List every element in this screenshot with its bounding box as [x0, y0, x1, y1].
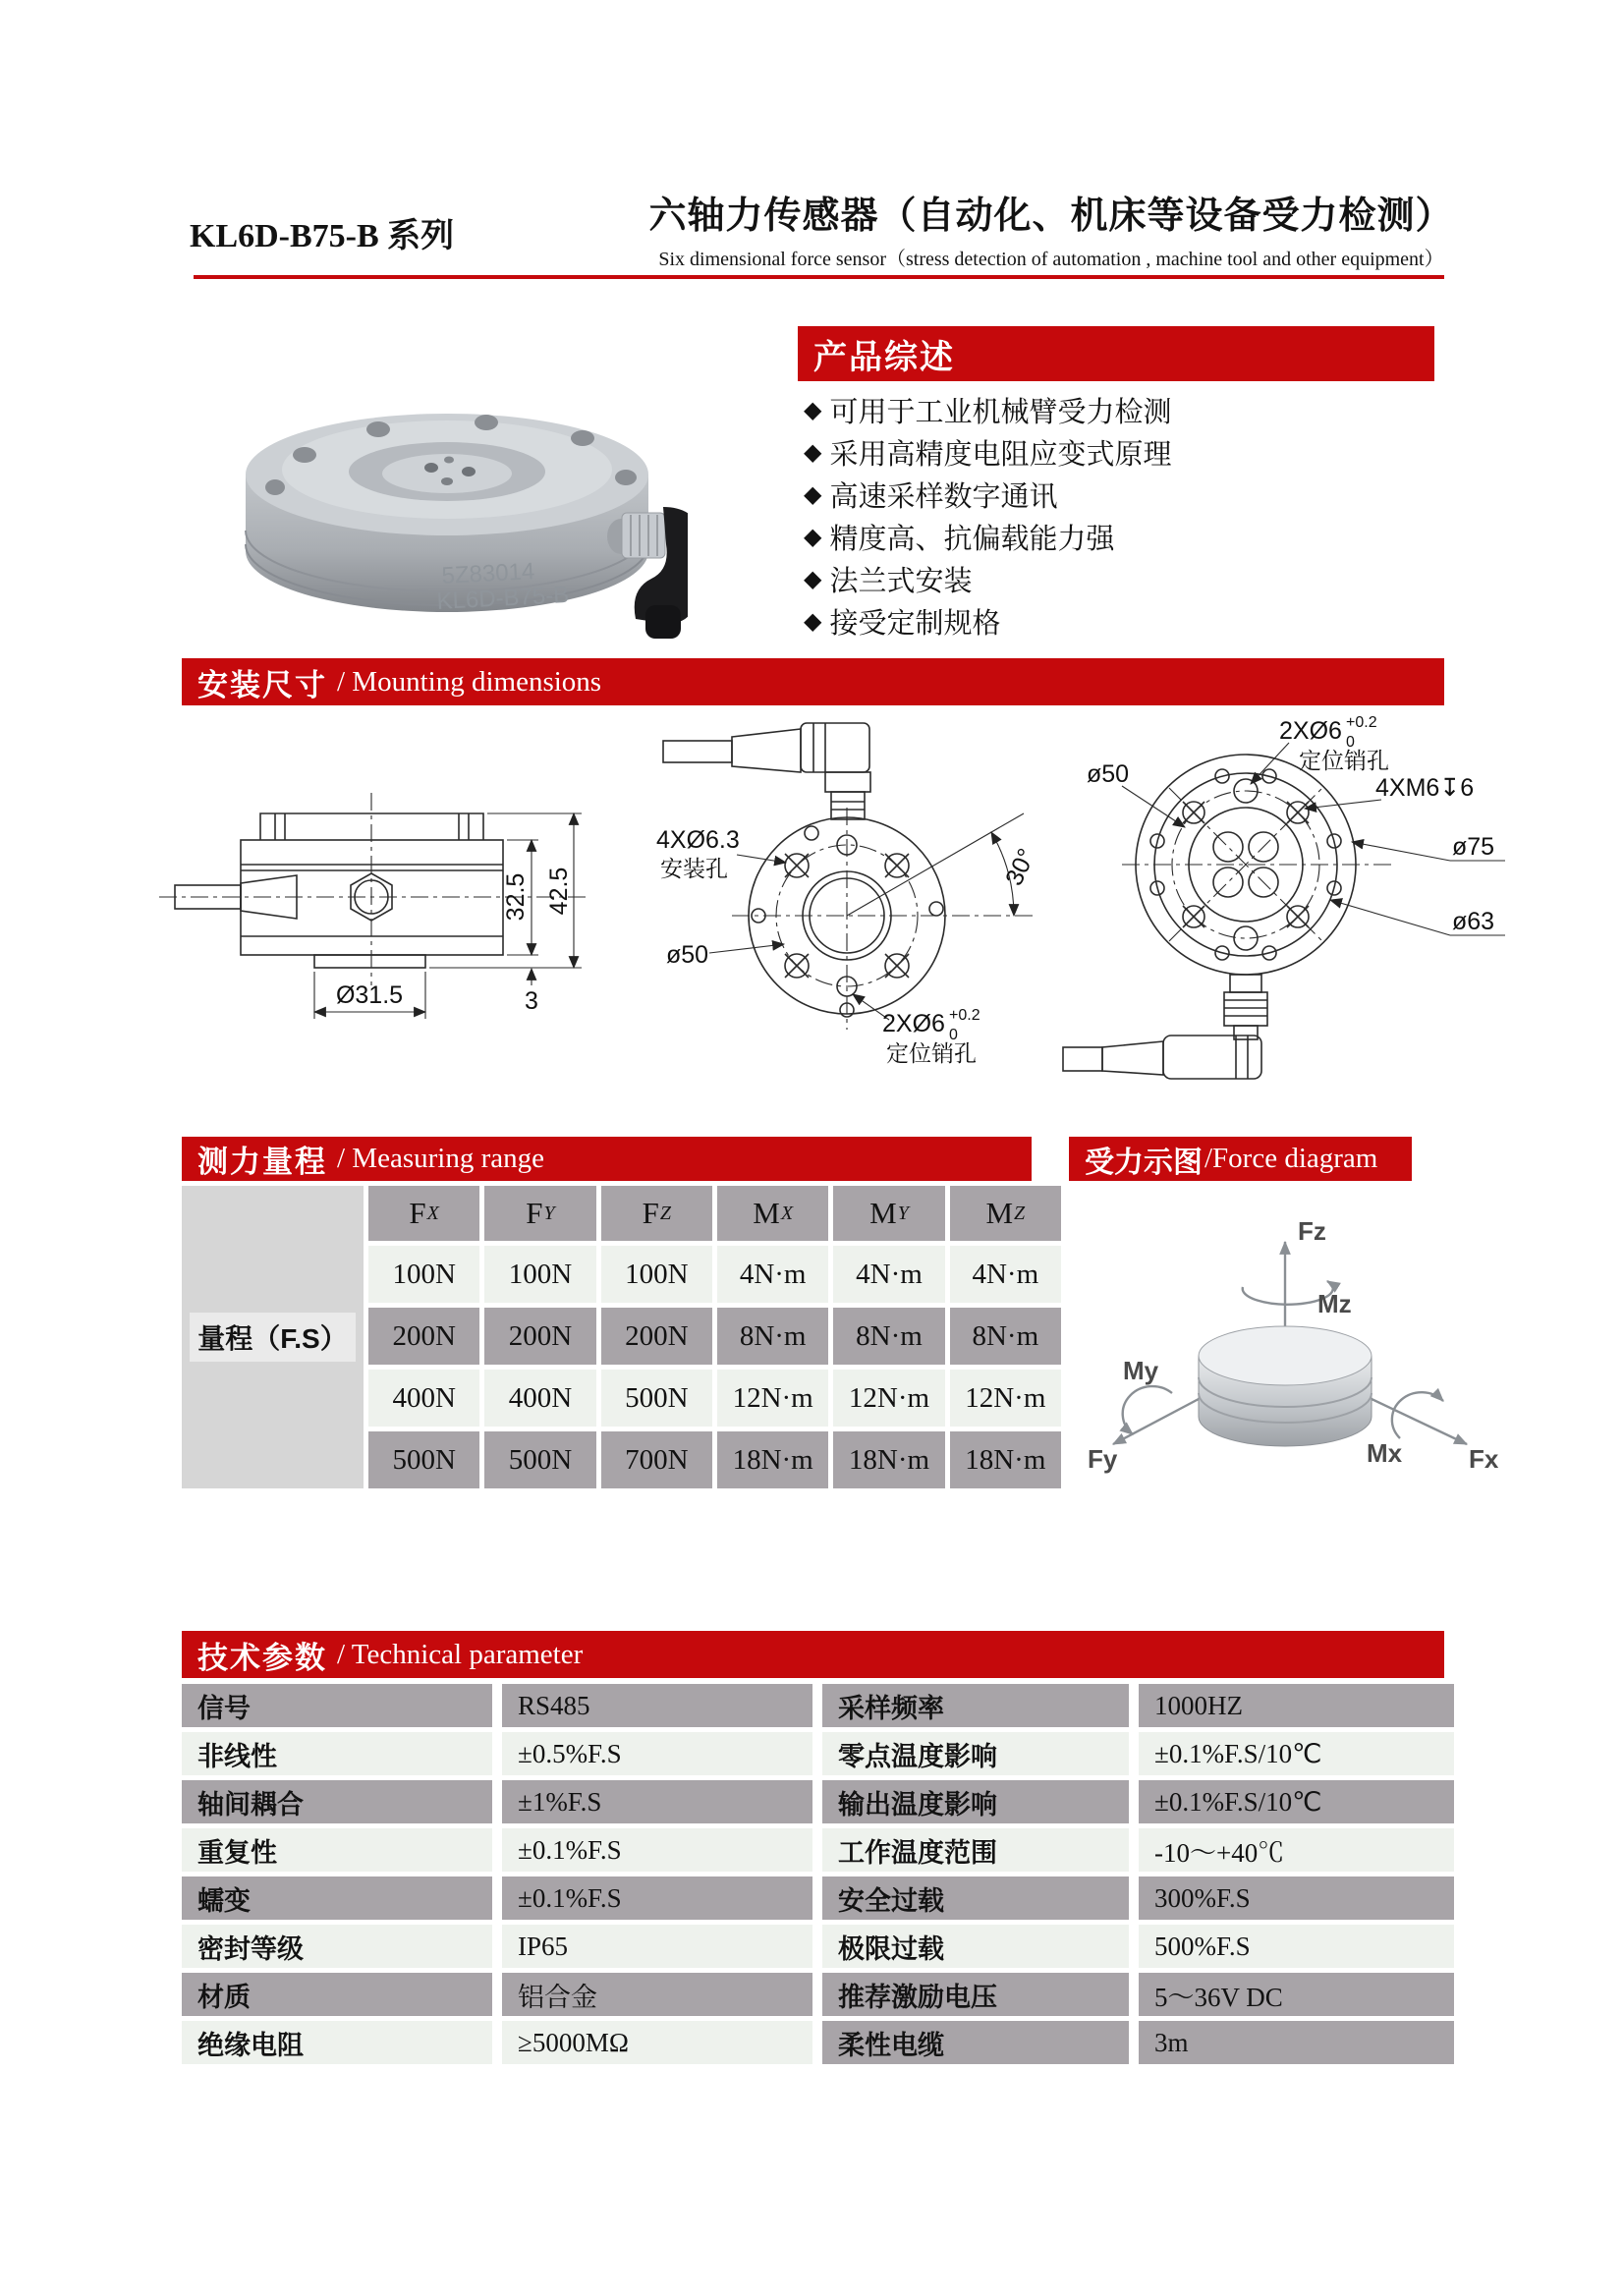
- header-rule: [194, 275, 1444, 279]
- tech-params-banner: [182, 1631, 1444, 1678]
- param-value: 500%F.S: [1139, 1925, 1454, 1968]
- range-cell: 100N: [368, 1246, 479, 1303]
- param-value: 3m: [1139, 2021, 1454, 2064]
- range-cell: 12N·m: [833, 1370, 944, 1427]
- label-pin-tol-sub: 0: [1346, 734, 1355, 751]
- dim-boss-diameter: Ø31.5: [335, 981, 404, 1009]
- range-cell: 4N·m: [950, 1246, 1061, 1303]
- overview-bullet-list: [804, 389, 1452, 643]
- side-view-drawing: [147, 732, 619, 1066]
- dim-boss-height: 3: [525, 987, 538, 1015]
- range-cell: 100N: [484, 1246, 595, 1303]
- overview-bullet: [804, 600, 1452, 643]
- diamond-bullet-icon: ◆: [804, 397, 822, 423]
- back-view-centerlines: [1122, 788, 1395, 941]
- range-cell: 18N·m: [833, 1431, 944, 1488]
- label-mount-holes-zh: 安装孔: [660, 856, 728, 881]
- measuring-range-banner: [182, 1137, 1032, 1181]
- col-header-fy: F Y: [484, 1186, 595, 1241]
- range-cell: 18N·m: [950, 1431, 1061, 1488]
- label-pin-holes-zh: 定位销孔: [886, 1040, 977, 1066]
- param-label: 信号: [182, 1684, 492, 1727]
- param-value: ±0.1%F.S: [502, 1828, 812, 1872]
- range-cell: 500N: [601, 1370, 712, 1427]
- diamond-bullet-icon: ◆: [804, 566, 822, 592]
- label-fy: Fy: [1088, 1444, 1118, 1474]
- product-photo: [192, 312, 688, 642]
- param-label: 轴间耦合: [182, 1780, 492, 1823]
- measuring-range-banner-en: / Measuring range: [337, 1143, 544, 1174]
- mounting-banner-zh: 安装尺寸: [197, 667, 327, 702]
- range-cell: 12N·m: [950, 1370, 1061, 1427]
- overview-bullet: [804, 389, 1452, 431]
- label-mz: Mz: [1317, 1289, 1352, 1318]
- mounting-banner-en: / Mounting dimensions: [337, 665, 602, 698]
- diamond-bullet-icon: ◆: [804, 439, 822, 466]
- param-label: 零点温度影响: [822, 1732, 1129, 1775]
- range-cell: 400N: [484, 1370, 595, 1427]
- range-cell: 500N: [368, 1431, 479, 1488]
- measuring-range-banner-zh: 测力量程: [197, 1145, 327, 1179]
- col-header-mx: M X: [717, 1186, 828, 1241]
- range-cell: 500N: [484, 1431, 595, 1488]
- col-header-fz: F Z: [601, 1186, 712, 1241]
- measuring-range-table: [182, 1186, 1061, 1488]
- param-value: 1000HZ: [1139, 1684, 1454, 1727]
- range-cell: 4N·m: [833, 1246, 944, 1303]
- range-row-label-cell: [182, 1186, 364, 1488]
- label-pin-tol-sub: 0: [949, 1027, 958, 1043]
- overview-banner: [798, 326, 1434, 381]
- engraving-model: KL6D-B75-B: [435, 581, 570, 615]
- overview-bullet: [804, 431, 1452, 474]
- bullet-text: 接受定制规格: [829, 608, 1001, 640]
- range-cell: 8N·m: [717, 1308, 828, 1365]
- range-cell: 12N·m: [717, 1370, 828, 1427]
- dim-inner-height: 32.5: [502, 872, 530, 922]
- param-label: 采样频率: [822, 1684, 1129, 1727]
- param-value: ±0.1%F.S: [502, 1876, 812, 1920]
- bullet-text: 可用于工业机械臂受力检测: [829, 397, 1172, 428]
- force-banner-en: /Force diagram: [1204, 1143, 1378, 1174]
- front-view-leaders: [709, 813, 1024, 1020]
- range-cell: 200N: [484, 1308, 595, 1365]
- param-value: ±0.5%F.S: [502, 1732, 812, 1775]
- force-diagram-banner: [1069, 1137, 1412, 1181]
- label-bolt-circle: ø50: [666, 941, 709, 969]
- sensor-photo-shapes: [246, 414, 688, 639]
- param-value: ±1%F.S: [502, 1780, 812, 1823]
- force-diagram: [1076, 1191, 1498, 1535]
- diamond-bullet-icon: ◆: [804, 481, 822, 508]
- diamond-bullet-icon: ◆: [804, 524, 822, 550]
- range-cell: 700N: [601, 1431, 712, 1488]
- page-title: 六轴力传感器（自动化、机床等设备受力检测）: [648, 196, 1454, 237]
- label-outer-diameter: ø75: [1452, 833, 1495, 861]
- label-pin-holes: 2XØ6: [882, 1010, 945, 1037]
- col-header-my: M Y: [833, 1186, 944, 1241]
- tech-params-table: [182, 1684, 1454, 2064]
- page-subtitle: Six dimensional force sensor（stress detection of automation , machine tool and other equipment）: [658, 249, 1444, 270]
- param-value: RS485: [502, 1684, 812, 1727]
- param-label: 密封等级: [182, 1925, 492, 1968]
- label-pin-holes-zh: 定位销孔: [1299, 748, 1389, 773]
- param-label: 极限过载: [822, 1925, 1129, 1968]
- range-row-label: 量程（F.S）: [190, 1313, 355, 1362]
- param-value: 300%F.S: [1139, 1876, 1454, 1920]
- bullet-text: 精度高、抗偏载能力强: [829, 524, 1115, 555]
- param-value: ±0.1%F.S/10℃: [1139, 1780, 1454, 1823]
- label-my: My: [1123, 1356, 1159, 1385]
- param-label: 绝缘电阻: [182, 2021, 492, 2064]
- param-value: ≥5000MΩ: [502, 2021, 812, 2064]
- label-fx: Fx: [1469, 1444, 1498, 1474]
- engraving-serial: 5Z83014: [440, 558, 535, 589]
- tech-banner-zh: 技术参数: [197, 1640, 327, 1675]
- label-angle: 30°: [1000, 844, 1041, 890]
- range-cell: 4N·m: [717, 1246, 828, 1303]
- param-label: 推荐激励电压: [822, 1973, 1129, 2016]
- bullet-text: 采用高精度电阻应变式原理: [829, 439, 1172, 471]
- param-label: 重复性: [182, 1828, 492, 1872]
- range-cell: 100N: [601, 1246, 712, 1303]
- label-fz: Fz: [1298, 1216, 1326, 1246]
- back-view-outline: [1063, 755, 1356, 1079]
- param-value: ±0.1%F.S/10℃: [1139, 1732, 1454, 1775]
- param-value: IP65: [502, 1925, 812, 1968]
- range-cell: 8N·m: [950, 1308, 1061, 1365]
- label-mount-holes: 4XØ6.3: [656, 826, 740, 854]
- label-pin-tol-sup: +0.2: [949, 1007, 980, 1024]
- label-mx: Mx: [1367, 1438, 1403, 1468]
- col-header-mz: M Z: [950, 1186, 1061, 1241]
- label-bolt-circle: ø50: [1087, 760, 1130, 788]
- label-pin-holes: 2XØ6: [1279, 717, 1342, 745]
- overview-bullet: [804, 558, 1452, 600]
- range-cell: 200N: [368, 1308, 479, 1365]
- series-name: KL6D-B75-B 系列: [190, 218, 455, 254]
- overview-bullet: [804, 516, 1452, 558]
- front-view-drawing: [639, 715, 1051, 1108]
- tech-banner-en: / Technical parameter: [337, 1638, 584, 1670]
- param-label: 蠕变: [182, 1876, 492, 1920]
- bullet-text: 高速采样数字通讯: [829, 481, 1058, 513]
- param-value: 铝合金: [502, 1973, 812, 2016]
- col-header-fx: F X: [368, 1186, 479, 1241]
- range-cell: 200N: [601, 1308, 712, 1365]
- label-thread-holes: 4XM6↧6: [1375, 774, 1475, 802]
- label-inner-diameter: ø63: [1452, 908, 1495, 935]
- param-label: 柔性电缆: [822, 2021, 1129, 2064]
- range-cell: 18N·m: [717, 1431, 828, 1488]
- param-label: 材质: [182, 1973, 492, 2016]
- back-view-drawing: [1061, 688, 1513, 1081]
- dim-total-height: 42.5: [545, 867, 573, 916]
- param-label: 输出温度影响: [822, 1780, 1129, 1823]
- param-label: 安全过载: [822, 1876, 1129, 1920]
- param-value: -10～+40℃: [1139, 1828, 1454, 1872]
- label-pin-tol-sup: +0.2: [1346, 714, 1377, 731]
- range-cell: 400N: [368, 1370, 479, 1427]
- diamond-bullet-icon: ◆: [804, 608, 822, 635]
- range-cell: 8N·m: [833, 1308, 944, 1365]
- bullet-text: 法兰式安装: [829, 566, 973, 597]
- overview-bullet: [804, 474, 1452, 516]
- param-value: 5～36V DC: [1139, 1973, 1454, 2016]
- param-label: 工作温度范围: [822, 1828, 1129, 1872]
- force-banner-zh: 受力示图: [1085, 1146, 1203, 1179]
- overview-banner-label: 产品综述: [813, 338, 955, 376]
- side-view-outline: [175, 813, 503, 968]
- param-label: 非线性: [182, 1732, 492, 1775]
